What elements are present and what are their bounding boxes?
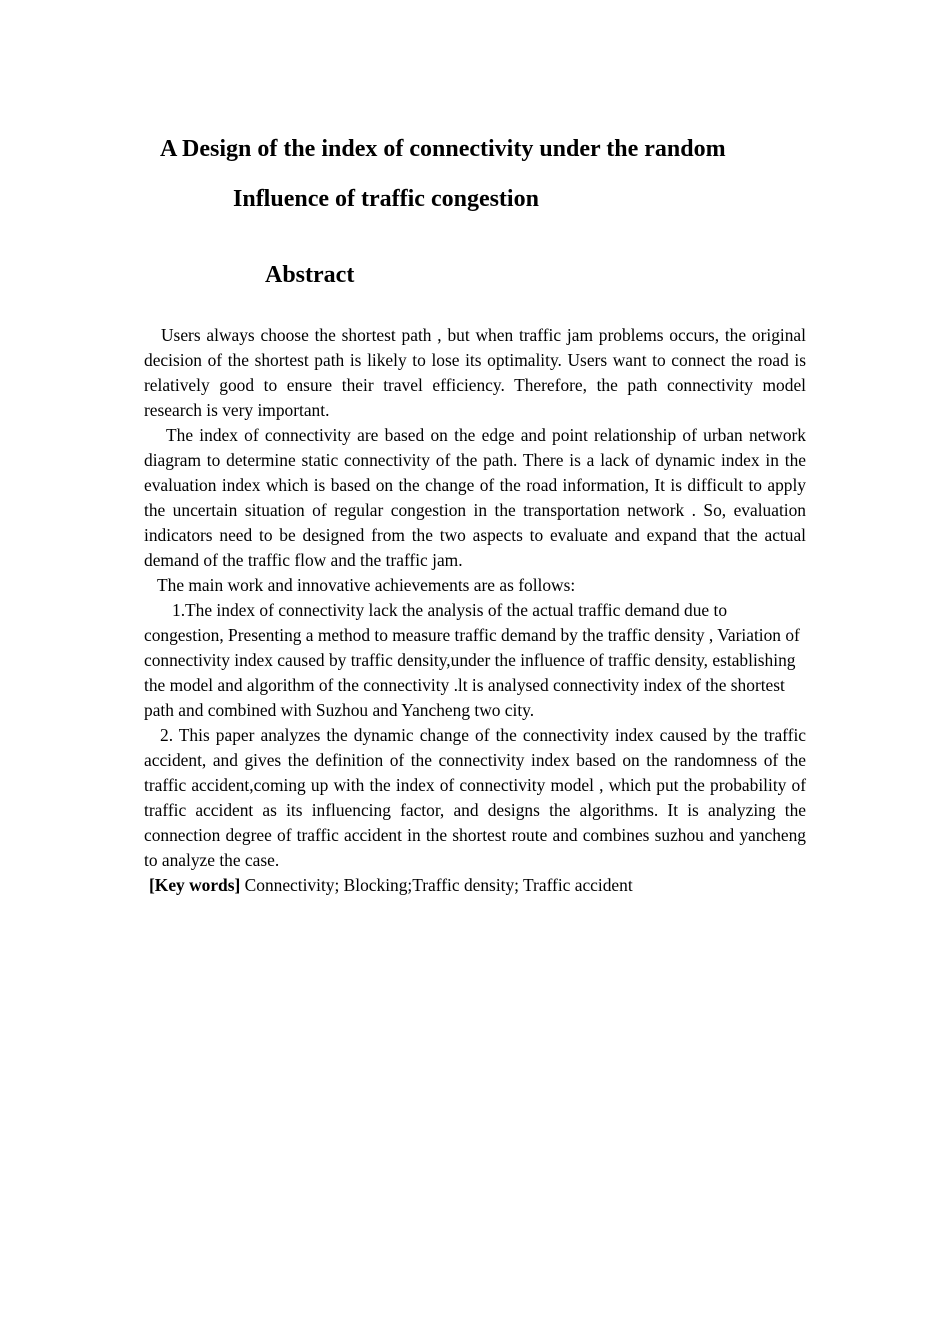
abstract-paragraph-2: The index of connectivity are based on the edge and point relationship of urban network diagram to determine static connectivity of the path. There is a lack of dynamic index in the evaluation index which is based on the change of the road information, It is difficult to apply the uncertain situation of regular congestion in the transportation network . So, evaluation indicators need to be designed from the two aspects to evaluate and expand that the actual demand of the traffic flow and the traffic jam.	[144, 425, 806, 570]
abstract-paragraph-1: Users always choose the shortest path , but when traffic jam problems occurs, the original decision of the shortest path is likely to lose its optimality. Users want to connect the road is relatively good to ensure their travel efficiency. Therefore, the path connectivity model research is very important.	[144, 325, 806, 420]
keywords-text: Connectivity; Blocking;Traffic density; Traffic accident	[240, 875, 633, 895]
keywords-label: [Key words]	[149, 875, 241, 895]
keywords-line	[144, 873, 806, 898]
abstract-heading: Abstract	[265, 262, 355, 288]
title-line-1: A Design of the index of connectivity under the random	[160, 136, 726, 162]
abstract-paragraph-4: 1.The index of connectivity lack the analysis of the actual traffic demand due to congestion, Presenting a method to measure traffic demand by the traffic density , Variation of connectivity index caused by traffic density,under the influence of traffic density, establishing the model and algorithm of the connectivity .lt is analysed connectivity index of the shortest path and combined with Suzhou and Yancheng two city.	[144, 600, 800, 720]
abstract-paragraph-5: 2. This paper analyzes the dynamic change of the connectivity index caused by the traffic accident, and gives the definition of the connectivity index based on the randomness of the traffic accident,coming up with the index of connectivity model , which put the probability of traffic accident as its influencing factor, and designs the algorithms. It is analyzing the connection degree of traffic accident in the shortest route and combines suzhou and yancheng to analyze the case.	[144, 725, 806, 870]
abstract-paragraph-3: The main work and innovative achievements are as follows:	[157, 575, 576, 595]
abstract-body	[144, 323, 806, 898]
title-line-2: Influence of traffic congestion	[233, 186, 539, 212]
